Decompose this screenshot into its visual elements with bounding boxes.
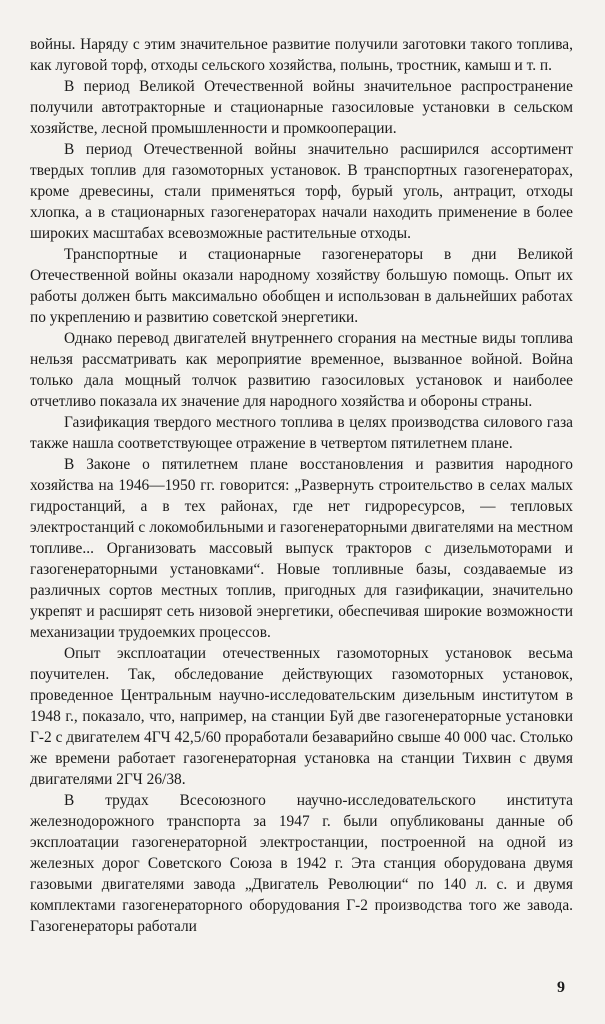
paragraph-3: В период Отечественной войны значительно расширился ассортимент твердых топлив для газомоторных установок. В транспортных газогенераторах, кроме древесины, стали применяться торф, бурый уголь, антрацит, отходы хлопка, а в стационарных газогенераторах начали находить применение в более широких масштабах всевозможные растительные отходы. bbox=[30, 141, 573, 242]
paragraph-9: В трудах Всесоюзного научно-исследовательского института железнодорожного транспорта за 1947 г. были опубликованы данные об эксплоатации газогенераторной электростанции, построенной на одной из железных дорог Советского Союза в 1942 г. Эта станция оборудована двумя газовыми двигателями завода „Двигатель Революции“ по 140 л. с. и двумя комплектами газогенераторного оборудования Г-2 производства того же завода. Газогенераторы работали bbox=[30, 792, 573, 935]
paragraph-1: войны. Наряду с этим значительное развитие получили заготовки такого топлива, как луговой торф, отходы сельского хозяйства, полынь, тростник, камыш и т. п. bbox=[30, 36, 573, 74]
paragraph-2: В период Великой Отечественной войны значительное распространение получили автотракторные и стационарные газосиловые установки в сельском хозяйстве, лесной промышленности и промкооперации. bbox=[30, 78, 573, 137]
page-number: 9 bbox=[557, 979, 565, 996]
paragraph-6: Газификация твердого местного топлива в целях производства силового газа также нашла соответствующее отражение в четвертом пятилетнем плане. bbox=[30, 414, 573, 452]
paragraph-8: Опыт эксплоатации отечественных газомоторных установок весьма поучителен. Так, обследование действующих газомоторных установок, проведенное Центральным научно-исследовательским дизельным институтом в 1948 г., показало, что, например, на станции Буй две газогенераторные установки Г-2 с двигателем 4ГЧ 42,5/60 проработали безаварийно свыше 40 000 час. Столько же времени работает газогенераторная установка на станции Тихвин с двумя двигателями 2ГЧ 26/38. bbox=[30, 645, 573, 788]
paragraph-4: Транспортные и стационарные газогенераторы в дни Великой Отечественной войны оказали народному хозяйству большую помощь. Опыт их работы должен быть максимально обобщен и использован в дальнейших работах по укреплению и развитию советской энергетики. bbox=[30, 246, 573, 326]
body-text bbox=[30, 34, 573, 937]
paragraph-7: В Законе о пятилетнем плане восстановления и развития народного хозяйства на 1946—1950 гг. говорится: „Развернуть строительство в селах малых гидростанций, а в тех районах, где нет гидроресурсов, — тепловых электростанций с локомобильными и газогенераторными двигателями на местном топливе... Организовать массовый выпуск тракторов с дизельмоторами и газогенераторными установками“. Новые топливные базы, создаваемые из различных сортов местных топлив, пригодных для газификации, значительно укрепят и расширят сеть низовой энергетики, обеспечивая широкие возможности механизации трудоемких процессов. bbox=[30, 456, 573, 641]
paragraph-5: Однако перевод двигателей внутреннего сгорания на местные виды топлива нельзя рассматривать как мероприятие временное, вызванное войной. Война только дала мощный толчок развитию газосиловых установок и наиболее отчетливо показала их значение для народного хозяйства и обороны страны. bbox=[30, 330, 573, 410]
